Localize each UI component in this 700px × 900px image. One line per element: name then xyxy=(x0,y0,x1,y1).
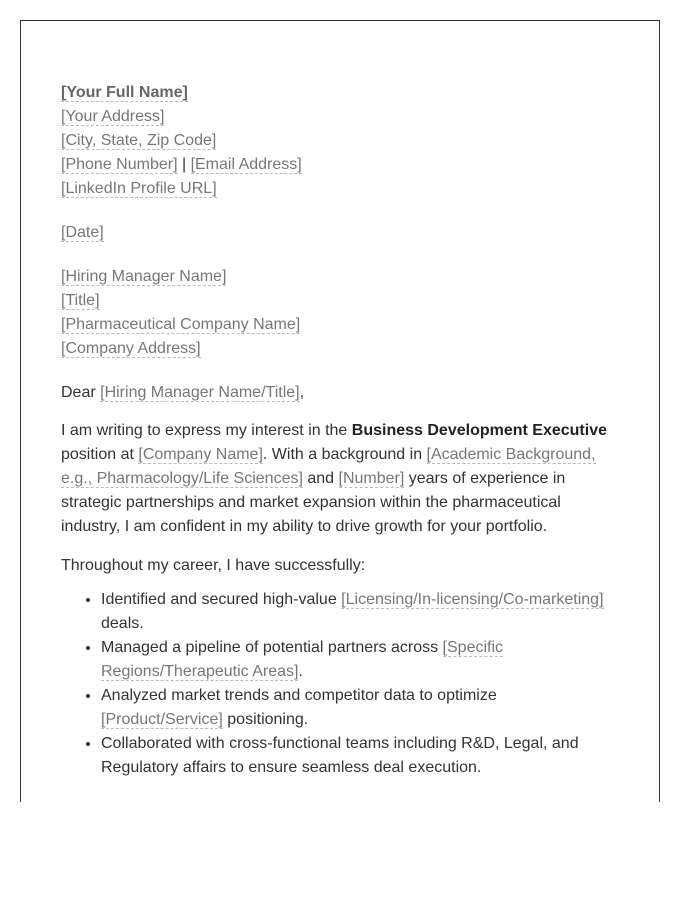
recipient-name[interactable]: [Hiring Manager Name] xyxy=(61,268,227,285)
date-block xyxy=(61,221,621,245)
sender-block xyxy=(61,81,621,201)
intro-text-2: position at xyxy=(61,446,139,463)
bullet-placeholder[interactable]: [Licensing/In-licensing/Co-marketing] xyxy=(341,591,604,608)
greeting-name[interactable]: [Hiring Manager Name/Title] xyxy=(100,384,300,401)
sender-name[interactable]: [Your Full Name] xyxy=(61,84,188,101)
sender-city[interactable]: [City, State, Zip Code] xyxy=(61,132,217,149)
list-item: • Managed a pipeline of potential partners across [Specific Regions/Therapeutic Areas]. xyxy=(101,636,621,684)
list-item: • Identified and secured high-value [Licensing/In-licensing/Co-marketing] deals. xyxy=(101,588,621,636)
letter-date[interactable]: [Date] xyxy=(61,224,104,241)
intro-background[interactable]: [Academic Background, e.g., Pharmacology/Life Sciences] xyxy=(61,446,596,487)
intro-text-1: I am writing to express my interest in the xyxy=(61,422,352,439)
bullet-placeholder[interactable]: [Specific Regions/Therapeutic Areas] xyxy=(101,639,504,680)
intro-company[interactable]: [Company Name] xyxy=(138,446,263,463)
contact-separator: | xyxy=(177,156,191,173)
recipient-block xyxy=(61,265,621,361)
intro-text-4: and xyxy=(302,470,339,487)
list-item: • Collaborated with cross-functional teams including R&D, Legal, and Regulatory affairs to ensure seamless deal execution. xyxy=(101,732,621,780)
sender-address[interactable]: [Your Address] xyxy=(61,108,165,125)
intro-years[interactable]: [Number] xyxy=(338,470,405,487)
sender-linkedin[interactable]: [LinkedIn Profile URL] xyxy=(61,180,217,197)
greeting-suffix: , xyxy=(299,384,305,401)
greeting xyxy=(61,381,621,405)
letter-page xyxy=(20,20,660,802)
sender-phone[interactable]: [Phone Number] xyxy=(61,156,178,173)
sender-email[interactable]: [Email Address] xyxy=(190,156,302,173)
recipient-title[interactable]: [Title] xyxy=(61,292,100,309)
intro-text-3: . With a background in xyxy=(262,446,427,463)
list-item: • Analyzed market trends and competitor data to optimize [Product/Service] positioning. xyxy=(101,684,621,732)
role-title: Business Development Executive xyxy=(351,422,607,439)
recipient-company[interactable]: [Pharmaceutical Company Name] xyxy=(61,316,301,333)
achievements-list xyxy=(61,588,621,780)
intro-paragraph xyxy=(61,419,621,539)
letter-content xyxy=(61,81,621,780)
bullet-placeholder[interactable]: [Product/Service] xyxy=(101,711,223,728)
intro-text-5: years of experience in strategic partnerships and market expansion within the pharmaceutical industry, I am confident in my ability to drive growth for your portfolio. xyxy=(61,470,566,535)
career-lead: Throughout my career, I have successfully: xyxy=(61,557,366,574)
greeting-prefix: Dear xyxy=(61,384,101,401)
recipient-address[interactable]: [Company Address] xyxy=(61,340,201,357)
